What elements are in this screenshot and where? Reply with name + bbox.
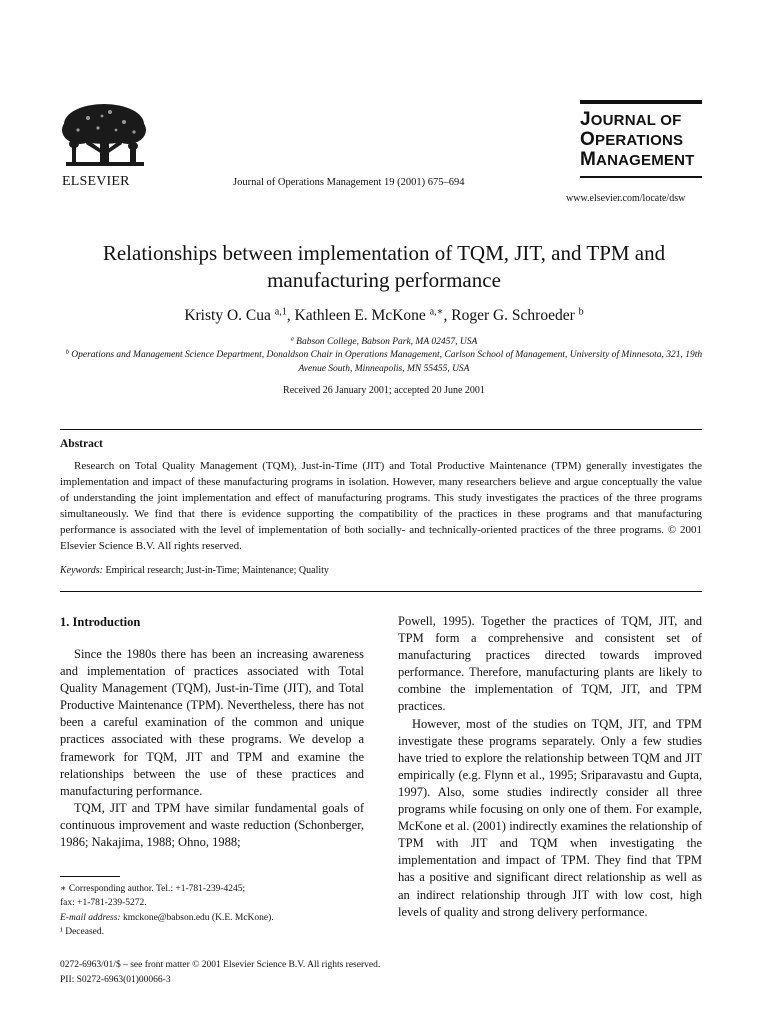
author-affiliation-mark: b — [578, 306, 584, 318]
article-title: Relationships between implementation of TQM, JIT, and TPM and manufacturing performance — [102, 241, 666, 292]
footnotes — [60, 882, 364, 940]
email-address-link[interactable]: kmckone@babson.edu (K.E. McKone). — [122, 912, 274, 923]
footnote-corresponding-author: ∗ Corresponding author. Tel.: +1-781-239-4245; — [60, 884, 246, 894]
body-paragraph: Powell, 1995). Together the practices of TQM, JIT, and TPM form a comprehensive and consistent set of manufacturing practices directed towards improved performance. Therefore, manufacturing plants are likely to combine the implementation of TQM, JIT, and TPM practices. — [398, 614, 702, 714]
author-list: Kristy O. Cua $^{a,1}$, Kathleen E. McKone $^{a,∗}$, Roger G. Schroeder $^b$ — [184, 306, 584, 324]
right-column — [398, 613, 702, 921]
author-name: Kristy O. Cua — [184, 307, 271, 324]
journal-name-line-1 — [580, 110, 702, 130]
author-affiliation-mark: a,1 — [274, 306, 287, 318]
section-heading: 1. Introduction — [60, 615, 141, 629]
footnote-deceased: ¹ Deceased. — [60, 927, 104, 938]
author-name: Kathleen E. McKone — [294, 307, 426, 324]
masthead-top-rule — [580, 100, 702, 104]
page-footer — [60, 958, 380, 988]
abstract-top-rule — [60, 429, 702, 430]
footnote-rule — [60, 876, 120, 877]
keywords — [60, 565, 329, 576]
keywords-label: Keywords: — [60, 565, 103, 576]
affiliation-text: Operations and Management Science Department, Donaldson Chair in Operations Management, Carlson School of Management, University of Minnesota, 321, 19th Avenue South, Minneapolis, MN 55455, USA — [71, 350, 703, 374]
journal-citation: Journal of Operations Management 19 (2001) 675–694 — [233, 177, 465, 188]
journal-name-line-3-text: MANAGEMENT — [580, 149, 695, 170]
journal-url-link[interactable]: www.elsevier.com/locate/dsw — [566, 193, 686, 204]
journal-name-line-1-text: JOURNAL OF — [580, 109, 682, 130]
footnote-email — [60, 911, 364, 925]
left-column — [60, 646, 364, 851]
abstract-text: Research on Total Quality Management (TQM), Just-in-Time (JIT) and Total Productive Maintenance (TPM) generally investigates the implementation and impact of these manufacturing programs in isolation. However, many researchers believe and argue conceptually the value of understanding the joint implementation and effect of manufacturing programs. This study investigates the practices of the three programs simultaneously. We find that there is evidence supporting the compatibility of the practices in these programs and that manufacturing performance is associated with the level of implementation of both socially- and technically-oriented practices of the three programs. © 2001 Elsevier Science B.V. All rights reserved. — [60, 460, 702, 552]
affiliation-a — [60, 336, 708, 350]
body-paragraph: Since the 1980s there has been an increasing awareness and implementation of practices associated with Total Quality Management (TQM), Just-in-Time (JIT), and Total Productive Maintenance (TPM). Nevertheless, there has not been a careful examination of the common and unique practices associated with these programs. We develop a framework for TQM, JIT and TPM and examine the relationships between the use of these practices and manufacturing performance. — [60, 647, 364, 798]
tree-of-knowledge-icon — [58, 100, 150, 172]
journal-name-line-3 — [580, 150, 702, 170]
affiliation-mark: a — [290, 336, 294, 343]
keywords-list: Empirical research; Just-in-Time; Maintenance; Quality — [105, 565, 329, 576]
copyright-line: 0272-6963/01/$ – see front matter © 2001 Elsevier Science B.V. All rights reserved. — [60, 960, 381, 970]
body-paragraph: TQM, JIT and TPM have similar fundamental goals of continuous improvement and waste reduction (Schonberger, 1986; Nakajima, 1988; Ohno, 1988; — [60, 800, 364, 850]
author-affiliation-mark: a,∗ — [429, 306, 444, 318]
body-paragraph: However, most of the studies on TQM, JIT, and TPM investigate these programs separately. Only a few studies have tried to explore the relationship between TQM and JIT empirically (e.g. Flynn et al., 1995; Sriparavastu and Gupta, 1997). Also, some studies indirectly consider all three programs while focusing on only one of them. For example, McKone et al. (2001) indirectly examines the relationship of TPM with JIT and TQM when investigating the implementation and impact of TPM. They find that TPM has a positive and significant direct relationship as well as an indirect relationship through JIT with low cost, high levels of quality and strong delivery performance. — [398, 716, 702, 919]
abstract-heading: Abstract — [60, 438, 103, 450]
footnote-fax: fax: +1-781-239-5272. — [60, 898, 147, 909]
author-name: Roger G. Schroeder — [451, 307, 575, 324]
pii-line: PII: S0272-6963(01)00066-3 — [60, 975, 171, 985]
affiliation-b — [60, 349, 708, 376]
masthead-bottom-rule — [580, 176, 702, 178]
journal-name-line-2-text: OPERATIONS — [580, 129, 684, 150]
received-dates: Received 26 January 2001; accepted 20 June 2001 — [283, 385, 485, 396]
abstract-bottom-rule — [60, 591, 702, 592]
affiliation-text: Babson College, Babson Park, MA 02457, USA — [296, 337, 478, 347]
journal-masthead — [580, 100, 702, 178]
email-label: E-mail address: — [60, 912, 121, 923]
journal-name-line-2 — [580, 130, 702, 150]
publisher-name: ELSEVIER — [62, 174, 130, 189]
affiliation-mark: b — [65, 349, 69, 356]
